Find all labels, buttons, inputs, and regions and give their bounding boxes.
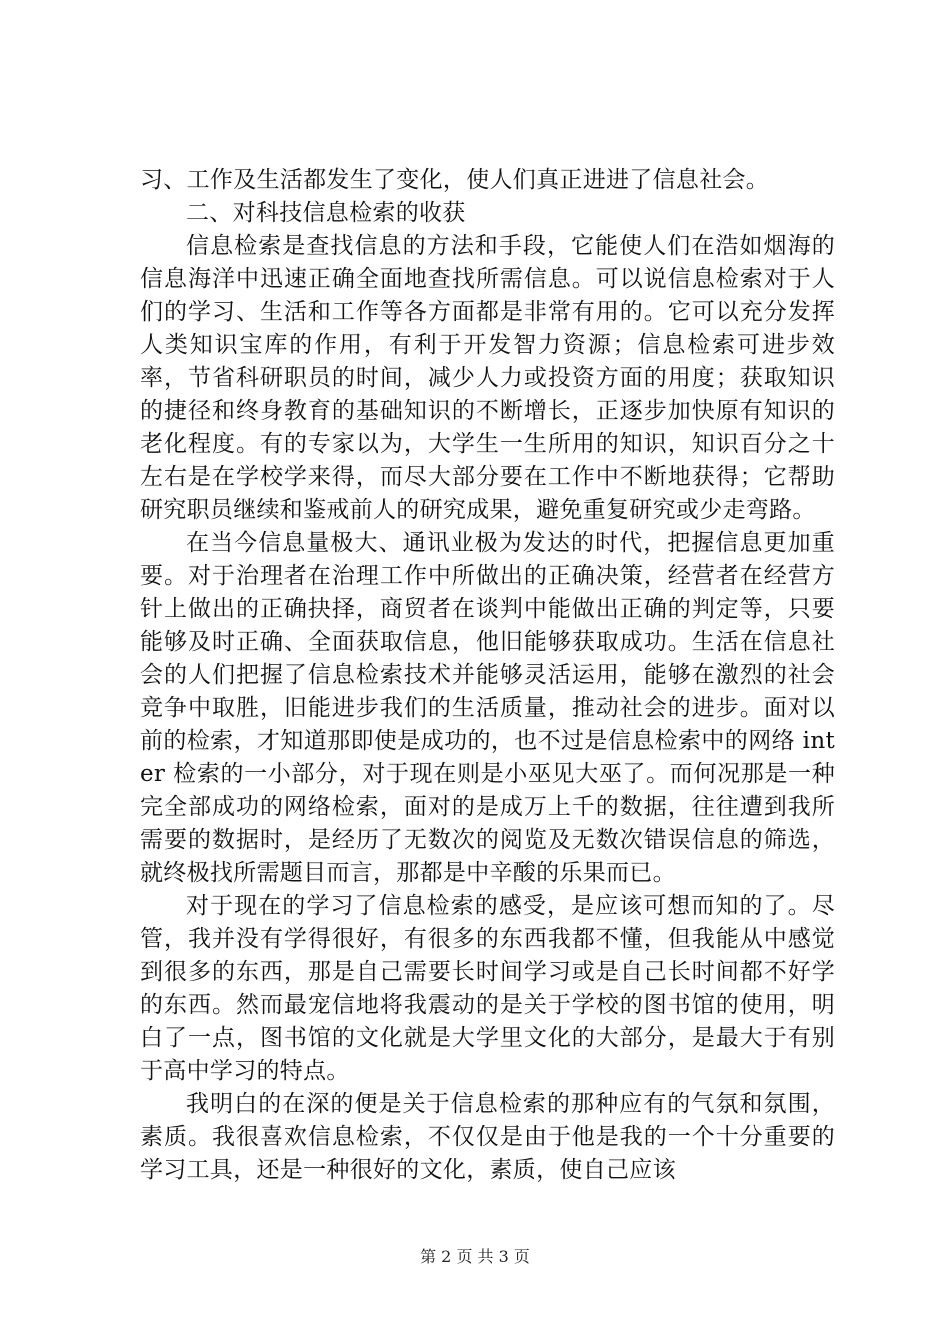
paragraph-continuation: 习、工作及生活都发生了变化，使人们真正进进了信息社会。 bbox=[140, 167, 770, 193]
paragraph: 我明白的在深的便是关于信息检索的那种应有的气氛和氛围，素质。我很喜欢信息检索，不仅仅是由于他是我的一个十分重要的学习工具，还是一种很好的文化，素质，使自己应该 bbox=[140, 1091, 835, 1183]
page-footer: 第 2 页 共 3 页 bbox=[420, 1247, 530, 1266]
paragraph: 在当今信息量极大、通讯业极为发达的时代，把握信息更加重要。对于治理者在治理工作中所做出的正确决策，经营者在经营方针上做出的正确抉择，商贸者在谈判中能做出正确的判定等，只要能够及时正确、全面获取信息，他旧能够获取成功。生活在信息社会的人们把握了信息检索技术并能够灵活运用，能够在激烈的社会竞争中取胜，旧能进步我们的生活质量，推动社会的进步。面对以前的检索，才知道那即使是成功的，也不过是信息检索中的网络 inter 检索的一小部分，对于现在则是小巫见大巫了。而何况那是一种完全部成功的网络检索，面对的是成万上千的数据，往往遭到我所需要的数据时，是经历了无数次的阅览及无数次错误信息的筛选，就终极找所需题目而言，那都是中辛酸的乐果而已。 bbox=[140, 530, 835, 886]
document-body bbox=[140, 164, 835, 1187]
section-heading: 二、对科技信息检索的收获 bbox=[186, 200, 466, 226]
paragraph: 对于现在的学习了信息检索的感受，是应该可想而知的了。尽管，我并没有学得很好，有很多的东西我都不懂，但我能从中感觉到很多的东西，那是自己需要长时间学习或是自己长时间都不好学的东西。然而最宠信地将我震动的是关于学校的图书馆的使用，明白了一点，图书馆的文化就是大学里文化的大部分，是最大于有别于高中学习的特点。 bbox=[140, 893, 835, 1084]
paragraph: 信息检索是查找信息的方法和手段，它能使人们在浩如烟海的信息海洋中迅速正确全面地查找所需信息。可以说信息检索对于人们的学习、生活和工作等各方面都是非常有用的。它可以充分发挥人类知识宝库的作用，有利于开发智力资源；信息检索可进步效率，节省科研职员的时间，减少人力或投资方面的用度；获取知识的捷径和终身教育的基础知识的不断增长，正逐步加快原有知识的老化程度。有的专家以为，大学生一生所用的知识，知识百分之十左右是在学校学来得，而尽大部分要在工作中不断地获得；它帮助研究职员继续和鉴戒前人的研究成果，避免重复研究或少走弯路。 bbox=[140, 233, 835, 523]
